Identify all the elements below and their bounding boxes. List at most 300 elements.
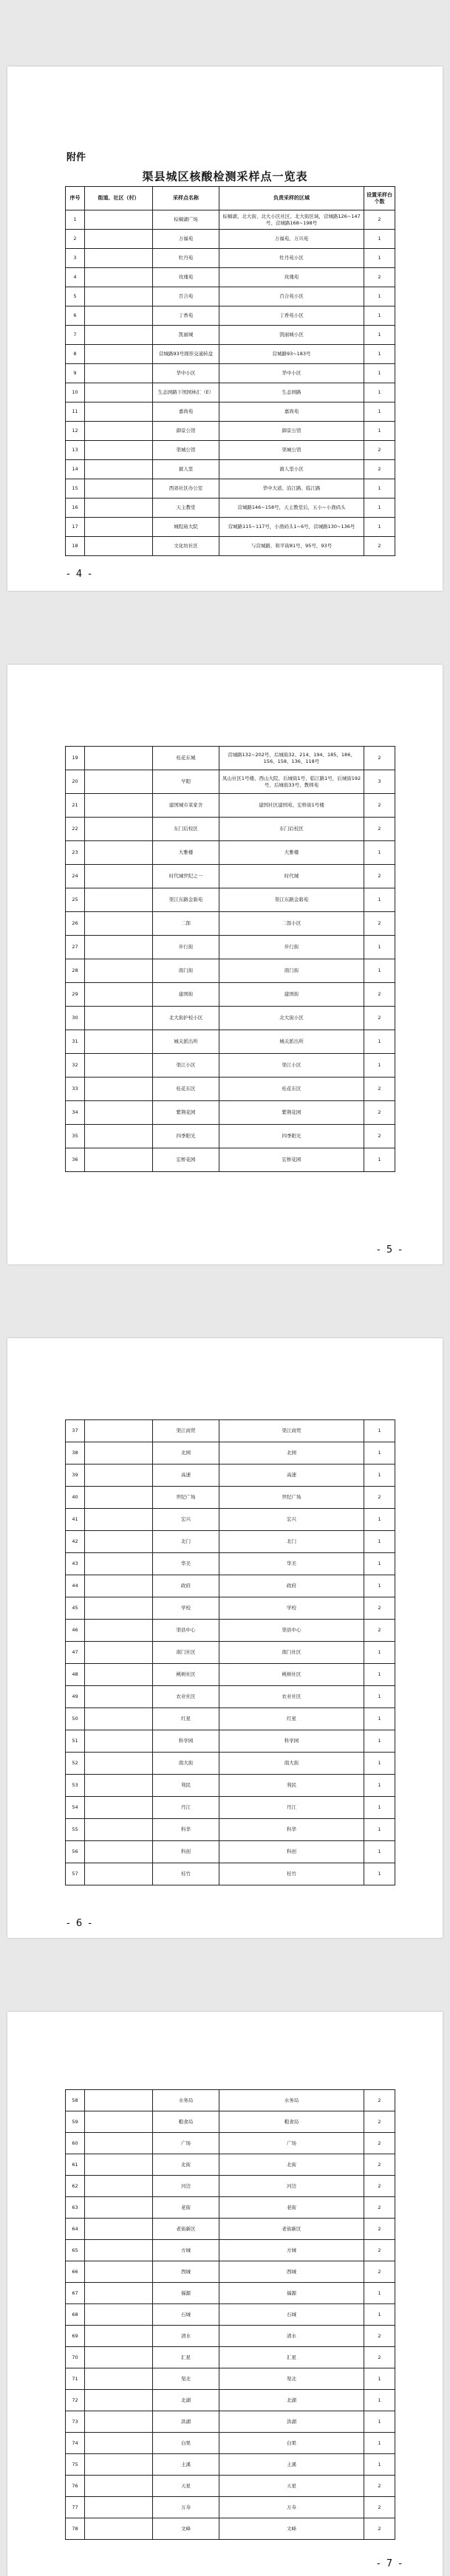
cell-site-name: 渠北 (153, 2368, 219, 2390)
cell-street-community (85, 383, 153, 402)
cell-row-number: 31 (66, 1030, 85, 1054)
cell-sampling-area: 渠城公馆 (219, 441, 364, 460)
cell-row-number: 67 (66, 2283, 85, 2304)
cell-sampling-area: 渠北 (219, 2368, 364, 2390)
cell-row-number: 58 (66, 2090, 85, 2111)
cell-row-number: 30 (66, 1007, 85, 1030)
cell-row-number: 29 (66, 983, 85, 1007)
cell-station-count: 2 (364, 1487, 395, 1509)
table-row (66, 2090, 395, 2111)
cell-sampling-area: 与营城路，和平街81号，95号，93号 (219, 537, 364, 556)
attachment-label: 附件 (67, 152, 86, 163)
document-page-7 (7, 2012, 443, 2576)
cell-site-name: 利民 (153, 1775, 219, 1797)
cell-street-community (85, 441, 153, 460)
cell-sampling-area: 科学园 (219, 1730, 364, 1753)
cell-street-community (85, 537, 153, 556)
cell-site-name: 桂竹 (153, 1863, 219, 1885)
table-row (66, 1509, 395, 1531)
table-row (66, 1148, 395, 1172)
cell-row-number: 57 (66, 1863, 85, 1885)
cell-station-count: 1 (364, 1553, 395, 1575)
cell-station-count: 2 (364, 1078, 395, 1101)
cell-station-count: 1 (364, 1730, 395, 1753)
cell-street-community (85, 1597, 153, 1620)
cell-station-count: 2 (364, 268, 395, 287)
table-row (66, 1487, 395, 1509)
cell-station-count: 1 (364, 499, 395, 518)
table-row (66, 1101, 395, 1125)
cell-site-name: 建国街 (153, 983, 219, 1007)
cell-street-community (85, 1101, 153, 1125)
cell-sampling-area: 大雅楼 (219, 841, 364, 865)
table-row (66, 230, 395, 249)
cell-site-name: 宏兴 (153, 1509, 219, 1531)
cell-street-community (85, 1078, 153, 1101)
cell-row-number: 32 (66, 1054, 85, 1078)
cell-row-number: 49 (66, 1686, 85, 1708)
cell-row-number: 35 (66, 1125, 85, 1148)
cell-site-name: 文化坊社区 (153, 537, 219, 556)
cell-street-community (85, 402, 153, 422)
table-row (66, 2497, 395, 2518)
cell-station-count: 1 (364, 2368, 395, 2390)
cell-sampling-area: 天星 (219, 2476, 364, 2497)
cell-sampling-area: 洪湖 (219, 2411, 364, 2433)
sampling-sites-table (65, 1419, 395, 1885)
cell-sampling-area: 农业社区 (219, 1686, 364, 1708)
cell-sampling-area: 营城路132~202号，后城街32、214、194、185、186、156、158、136、118号 (219, 747, 364, 770)
cell-sampling-area: 宏桥花园 (219, 1148, 364, 1172)
table-row (66, 2133, 395, 2154)
cell-row-number: 50 (66, 1708, 85, 1730)
cell-row-number: 48 (66, 1664, 85, 1686)
cell-street-community (85, 287, 153, 306)
cell-sampling-area: 北街 (219, 2154, 364, 2176)
cell-station-count: 2 (364, 983, 395, 1007)
table-row (66, 2454, 395, 2476)
cell-site-name: 福源 (153, 2283, 219, 2304)
table-row (66, 249, 395, 268)
cell-site-name: 牡丹苑 (153, 249, 219, 268)
cell-sampling-area: 宏兴 (219, 1509, 364, 1531)
cell-site-name: 宏桥花园 (153, 1148, 219, 1172)
cell-row-number: 41 (66, 1509, 85, 1531)
cell-site-name: 北大街护校小区 (153, 1007, 219, 1030)
cell-street-community (85, 1007, 153, 1030)
cell-site-name: 渠县中心 (153, 1620, 219, 1642)
table-row (66, 1078, 395, 1101)
cell-street-community (85, 364, 153, 383)
cell-sampling-area: 粮食局 (219, 2111, 364, 2133)
cell-street-community (85, 770, 153, 794)
cell-street-community (85, 1775, 153, 1797)
cell-street-community (85, 1148, 153, 1172)
cell-row-number: 45 (66, 1597, 85, 1620)
cell-sampling-area: 老街新区 (219, 2219, 364, 2240)
sampling-sites-table (65, 746, 395, 1172)
table-row (66, 441, 395, 460)
cell-street-community (85, 249, 153, 268)
cell-site-name: 科华 (153, 1819, 219, 1841)
cell-row-number: 10 (66, 383, 85, 402)
cell-site-name: 桂花东区 (153, 1078, 219, 1101)
cell-street-community (85, 1030, 153, 1054)
cell-street-community (85, 747, 153, 770)
cell-street-community (85, 518, 153, 537)
cell-row-number: 73 (66, 2411, 85, 2433)
cell-site-name: 建国城市菜家舍 (153, 794, 219, 818)
cell-site-name: 棕榈湖广场 (153, 210, 219, 230)
cell-station-count: 2 (364, 2261, 395, 2283)
cell-site-name: 渠江小区 (153, 1054, 219, 1078)
cell-site-name: 汇星 (153, 2347, 219, 2368)
table-row (66, 888, 395, 912)
table-row (66, 818, 395, 841)
cell-row-number: 76 (66, 2476, 85, 2497)
table-row (66, 210, 395, 230)
cell-row-number: 14 (66, 460, 85, 479)
cell-sampling-area: 北门 (219, 1531, 364, 1553)
cell-row-number: 44 (66, 1575, 85, 1597)
cell-sampling-area: 渠江东路金碧苑 (219, 888, 364, 912)
cell-row-number: 71 (66, 2368, 85, 2390)
cell-sampling-area: 凤山社区1号楼、西山大院、后城街1号、临江路1号，后城街192号、后城街33号、教师苑 (219, 770, 364, 794)
cell-street-community (85, 2111, 153, 2133)
table-row (66, 1420, 395, 1442)
cell-site-name: 农业社区 (153, 1686, 219, 1708)
cell-street-community (85, 1487, 153, 1509)
cell-row-number: 38 (66, 1442, 85, 1465)
cell-sampling-area: 方城 (219, 2240, 364, 2261)
cell-street-community (85, 983, 153, 1007)
table-row (66, 770, 395, 794)
cell-site-name: 科学园 (153, 1730, 219, 1753)
cell-station-count: 1 (364, 364, 395, 383)
cell-row-number: 40 (66, 1487, 85, 1509)
cell-site-name: 北街 (153, 2154, 219, 2176)
cell-station-count: 1 (364, 1753, 395, 1775)
cell-street-community (85, 841, 153, 865)
cell-station-count: 2 (364, 2347, 395, 2368)
table-row (66, 1553, 395, 1575)
table-row (66, 1686, 395, 1708)
cell-sampling-area: 二郎小区 (219, 912, 364, 936)
cell-station-count: 1 (364, 1148, 395, 1172)
header-no: 序号 (66, 187, 85, 210)
sampling-sites-table (65, 186, 395, 556)
cell-station-count: 1 (364, 402, 395, 422)
cell-street-community (85, 479, 153, 499)
document-page-5 (7, 665, 443, 1264)
cell-row-number: 12 (66, 422, 85, 441)
cell-sampling-area: 玫瑰苑 (219, 268, 364, 287)
cell-street-community (85, 1531, 153, 1553)
table-row (66, 1753, 395, 1775)
cell-site-name: 二郎 (153, 912, 219, 936)
cell-station-count: 1 (364, 1775, 395, 1797)
cell-sampling-area: 建国社区建国苑、宏桥街1号楼 (219, 794, 364, 818)
cell-sampling-area: 学校 (219, 1597, 364, 1620)
cell-site-name: 凯丽城 (153, 326, 219, 345)
cell-row-number: 24 (66, 865, 85, 888)
cell-station-count: 1 (364, 936, 395, 959)
table-row (66, 422, 395, 441)
table-row (66, 1531, 395, 1553)
cell-street-community (85, 2219, 153, 2240)
cell-sampling-area: 营城路146~158号，天主教堂后，五小~小渔码头 (219, 499, 364, 518)
cell-street-community (85, 1620, 153, 1642)
cell-station-count: 1 (364, 479, 395, 499)
cell-street-community (85, 1553, 153, 1575)
cell-street-community (85, 2240, 153, 2261)
cell-row-number: 19 (66, 747, 85, 770)
table-row (66, 2368, 395, 2390)
cell-station-count: 1 (364, 518, 395, 537)
cell-row-number: 15 (66, 479, 85, 499)
cell-site-name: 渠城公馆 (153, 441, 219, 460)
cell-sampling-area: 福源 (219, 2283, 364, 2304)
cell-row-number: 8 (66, 345, 85, 364)
cell-sampling-area: 步行街 (219, 936, 364, 959)
cell-station-count: 2 (364, 2154, 395, 2176)
cell-site-name: 紫荆花园 (153, 1101, 219, 1125)
cell-sampling-area: 北湖 (219, 2390, 364, 2411)
table-row (66, 1465, 395, 1487)
table-row (66, 2111, 395, 2133)
cell-site-name: 生态园路下坝园林汇（E） (153, 383, 219, 402)
cell-station-count: 2 (364, 2326, 395, 2347)
cell-sampling-area: 华美 (219, 1553, 364, 1575)
table-row (66, 865, 395, 888)
table-row (66, 2219, 395, 2240)
cell-row-number: 4 (66, 268, 85, 287)
cell-sampling-area: 水务局 (219, 2090, 364, 2111)
cell-station-count: 1 (364, 1575, 395, 1597)
document-title: 渠县城区核酸检测采样点一览表 (142, 170, 308, 183)
cell-row-number: 18 (66, 537, 85, 556)
cell-site-name: 方城 (153, 2240, 219, 2261)
cell-street-community (85, 1575, 153, 1597)
cell-site-name: 南门街 (153, 959, 219, 983)
cell-sampling-area: 南门街 (219, 959, 364, 983)
header-area: 负责采样的区域 (219, 187, 364, 210)
cell-row-number: 75 (66, 2454, 85, 2476)
cell-station-count: 1 (364, 2390, 395, 2411)
cell-station-count: 2 (364, 2111, 395, 2133)
cell-site-name: 时代城世纪之一 (153, 865, 219, 888)
cell-station-count: 2 (364, 2090, 395, 2111)
cell-sampling-area: 渠江小区 (219, 1054, 364, 1078)
cell-row-number: 47 (66, 1642, 85, 1664)
cell-site-name: 大雅楼 (153, 841, 219, 865)
table-row (66, 1819, 395, 1841)
cell-street-community (85, 2368, 153, 2390)
cell-row-number: 11 (66, 402, 85, 422)
cell-row-number: 33 (66, 1078, 85, 1101)
table-row (66, 1125, 395, 1148)
cell-station-count: 1 (364, 1686, 395, 1708)
cell-street-community (85, 2347, 153, 2368)
cell-site-name: 桃树社区 (153, 1664, 219, 1686)
table-row (66, 1708, 395, 1730)
document-page-4 (7, 66, 443, 591)
cell-sampling-area: 南大街 (219, 1753, 364, 1775)
cell-row-number: 25 (66, 888, 85, 912)
cell-street-community (85, 268, 153, 287)
cell-site-name: 北门 (153, 1531, 219, 1553)
cell-station-count: 2 (364, 1007, 395, 1030)
cell-station-count: 1 (364, 422, 395, 441)
cell-sampling-area: 南门社区 (219, 1642, 364, 1664)
cell-station-count: 2 (364, 912, 395, 936)
table-row (66, 1841, 395, 1863)
cell-sampling-area: 棕榈湖、北大街、北大小区社区、北大街区域，营城路126~147号、营城路168~198号 (219, 210, 364, 230)
cell-sampling-area: 西城 (219, 2261, 364, 2283)
cell-street-community (85, 1465, 153, 1487)
cell-street-community (85, 2090, 153, 2111)
cell-row-number: 20 (66, 770, 85, 794)
cell-site-name: 丁香苑 (153, 306, 219, 326)
cell-row-number: 68 (66, 2304, 85, 2326)
cell-site-name: 西郊社区办公室 (153, 479, 219, 499)
cell-sampling-area: 建国街 (219, 983, 364, 1007)
cell-row-number: 21 (66, 794, 85, 818)
cell-row-number: 42 (66, 1531, 85, 1553)
cell-street-community (85, 1442, 153, 1465)
cell-sampling-area: 桃树社区 (219, 1664, 364, 1686)
table-row (66, 402, 395, 422)
cell-row-number: 61 (66, 2154, 85, 2176)
cell-street-community (85, 1686, 153, 1708)
cell-sampling-area: 文峰 (219, 2518, 364, 2540)
cell-sampling-area: 賨人里小区 (219, 460, 364, 479)
cell-row-number: 70 (66, 2347, 85, 2368)
page-number: - 7 - (377, 2558, 403, 2569)
cell-row-number: 3 (66, 249, 85, 268)
cell-sampling-area: 世纪广场 (219, 1487, 364, 1509)
cell-street-community (85, 2154, 153, 2176)
cell-street-community (85, 2326, 153, 2347)
cell-row-number: 72 (66, 2390, 85, 2411)
table-row (66, 2304, 395, 2326)
cell-row-number: 51 (66, 1730, 85, 1753)
cell-street-community (85, 959, 153, 983)
cell-row-number: 53 (66, 1775, 85, 1797)
table-row (66, 2240, 395, 2261)
cell-station-count: 1 (364, 230, 395, 249)
table-row (66, 460, 395, 479)
cell-sampling-area: 政府 (219, 1575, 364, 1597)
table-row (66, 2283, 395, 2304)
table-row (66, 2261, 395, 2283)
cell-sampling-area: 生态园路 (219, 383, 364, 402)
table-row (66, 747, 395, 770)
cell-sampling-area: 科华 (219, 1819, 364, 1841)
cell-site-name: 科创 (153, 1841, 219, 1863)
cell-sampling-area: 土溪 (219, 2454, 364, 2476)
table-row (66, 537, 395, 556)
cell-street-community (85, 422, 153, 441)
cell-station-count: 1 (364, 1420, 395, 1442)
table-row (66, 345, 395, 364)
header-site: 采样点名称 (153, 187, 219, 210)
cell-sampling-area: 渠县中心 (219, 1620, 364, 1642)
cell-station-count: 1 (364, 1030, 395, 1054)
cell-site-name: 南大街 (153, 1753, 219, 1775)
cell-row-number: 62 (66, 2176, 85, 2197)
cell-row-number: 39 (66, 1465, 85, 1487)
cell-site-name: 红星 (153, 1708, 219, 1730)
cell-station-count: 1 (364, 2433, 395, 2454)
cell-street-community (85, 2411, 153, 2433)
table-row (66, 1030, 395, 1054)
cell-station-count: 1 (364, 1797, 395, 1819)
cell-site-name: 河边 (153, 2176, 219, 2197)
table-row (66, 306, 395, 326)
cell-row-number: 1 (66, 210, 85, 230)
cell-station-count: 2 (364, 1101, 395, 1125)
cell-sampling-area: 北园 (219, 1442, 364, 1465)
cell-station-count: 2 (364, 210, 395, 230)
cell-sampling-area: 城关派出所 (219, 1030, 364, 1054)
cell-sampling-area: 广场 (219, 2133, 364, 2154)
table-row (66, 1664, 395, 1686)
cell-row-number: 69 (66, 2326, 85, 2347)
table-row (66, 2176, 395, 2197)
cell-street-community (85, 1642, 153, 1664)
cell-street-community (85, 1730, 153, 1753)
cell-station-count: 1 (364, 249, 395, 268)
cell-row-number: 26 (66, 912, 85, 936)
cell-row-number: 9 (66, 364, 85, 383)
cell-station-count: 1 (364, 959, 395, 983)
cell-street-community (85, 888, 153, 912)
sampling-sites-table (65, 2089, 395, 2540)
cell-site-name: 老街新区 (153, 2219, 219, 2240)
cell-street-community (85, 912, 153, 936)
cell-site-name: 石城 (153, 2304, 219, 2326)
cell-street-community (85, 499, 153, 518)
cell-site-name: 步行街 (153, 936, 219, 959)
table-row (66, 326, 395, 345)
cell-row-number: 34 (66, 1101, 85, 1125)
cell-sampling-area: 四季阳光 (219, 1125, 364, 1148)
cell-site-name: 北湖 (153, 2390, 219, 2411)
cell-site-name: 嘉尚苑 (153, 402, 219, 422)
cell-site-name: 四季阳光 (153, 1125, 219, 1148)
table-row (66, 983, 395, 1007)
cell-site-name: 水务局 (153, 2090, 219, 2111)
cell-street-community (85, 2261, 153, 2283)
cell-row-number: 77 (66, 2497, 85, 2518)
cell-site-name: 老街 (153, 2197, 219, 2219)
cell-site-name: 世纪广场 (153, 1487, 219, 1509)
cell-site-name: 洪湖 (153, 2411, 219, 2433)
cell-site-name: 丹江 (153, 1797, 219, 1819)
cell-site-name: 政府 (153, 1575, 219, 1597)
cell-station-count: 1 (364, 2411, 395, 2433)
cell-street-community (85, 1664, 153, 1686)
cell-sampling-area: 万福苑、万兴苑 (219, 230, 364, 249)
cell-station-count: 1 (364, 1664, 395, 1686)
cell-station-count: 1 (364, 1841, 395, 1863)
cell-site-name: 西城 (153, 2261, 219, 2283)
table-row (66, 383, 395, 402)
cell-station-count: 1 (364, 2454, 395, 2476)
table-row (66, 2197, 395, 2219)
table-row (66, 2390, 395, 2411)
